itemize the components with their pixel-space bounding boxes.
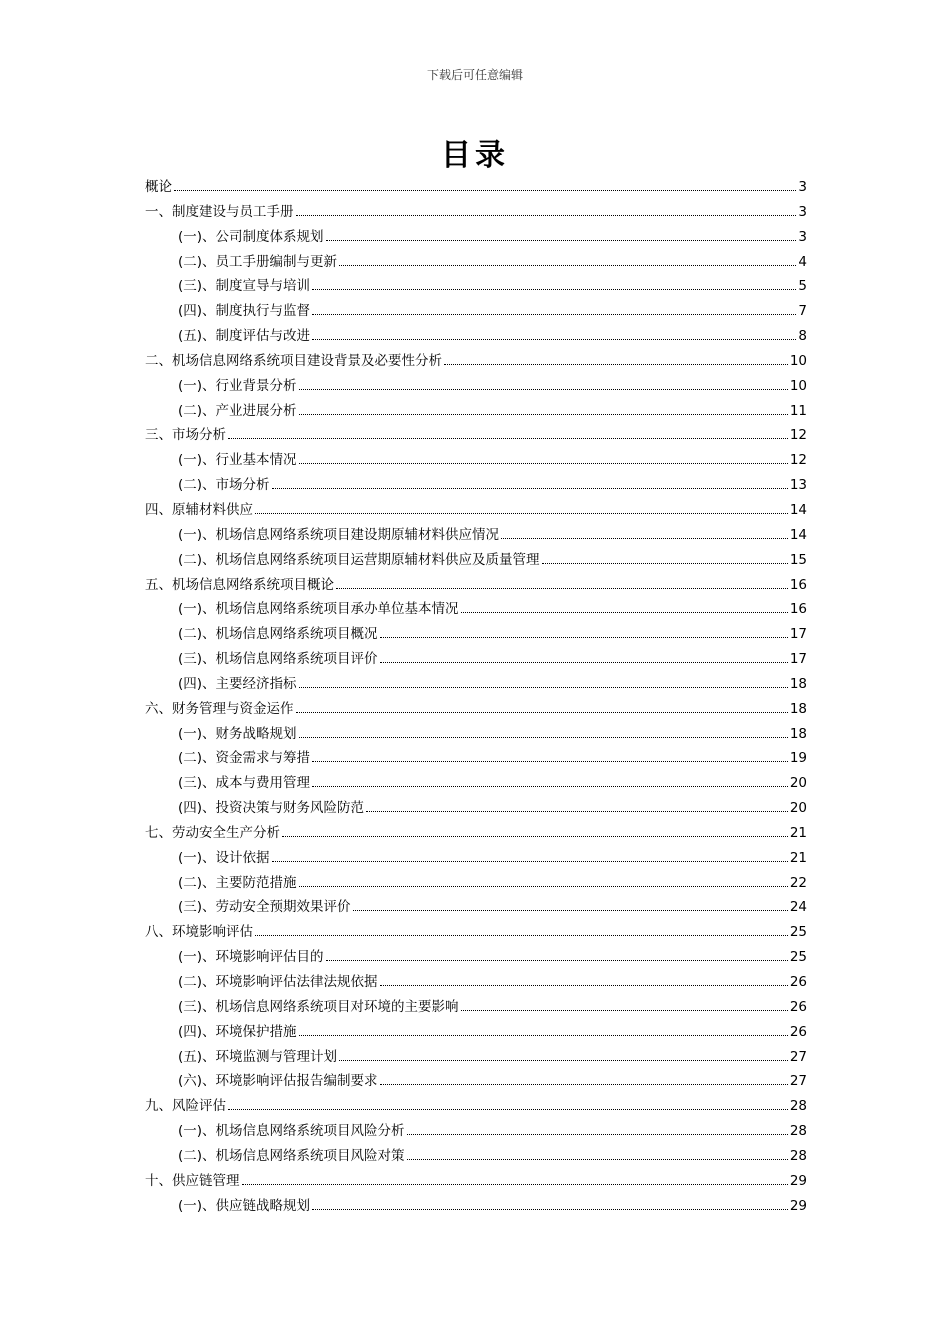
toc-entry-page: 12 (789, 427, 807, 444)
toc-leader-dots (312, 289, 796, 290)
toc-entry-page: 17 (789, 626, 807, 643)
toc-entry-page: 16 (789, 601, 807, 618)
toc-entry-title: (一)、公司制度体系规划 (178, 228, 324, 245)
toc-entry-page: 21 (789, 824, 807, 841)
toc-entry-page: 27 (789, 1073, 807, 1090)
toc-entry-page: 5 (798, 278, 807, 295)
toc-entry[interactable] (145, 250, 807, 275)
toc-leader-dots (326, 240, 797, 241)
toc-entry-title: (四)、制度执行与监督 (178, 303, 311, 320)
toc-entry-title: (二)、机场信息网络系统项目概况 (178, 626, 378, 643)
toc-entry[interactable] (145, 622, 807, 647)
toc-leader-dots (255, 513, 788, 514)
toc-leader-dots (228, 438, 788, 439)
toc-entry-title: (三)、制度宣导与培训 (178, 278, 311, 295)
toc-entry-page: 29 (789, 1197, 807, 1214)
toc-leader-dots (461, 612, 788, 613)
toc-entry-page: 21 (789, 849, 807, 866)
toc-entry-title: (二)、机场信息网络系统项目运营期原辅材料供应及质量管理 (178, 551, 540, 568)
toc-entry-page: 10 (789, 377, 807, 394)
toc-entry[interactable] (145, 1144, 807, 1169)
toc-entry-title: (一)、设计依据 (178, 849, 270, 866)
toc-leader-dots (380, 1084, 788, 1085)
toc-entry[interactable] (145, 597, 807, 622)
toc-entry-title: (三)、成本与费用管理 (178, 775, 311, 792)
toc-entry-title: (二)、产业进展分析 (178, 402, 297, 419)
toc-entry-page: 25 (789, 924, 807, 941)
toc-entry-title: (二)、市场分析 (178, 477, 270, 494)
toc-entry-title: 八、环境影响评估 (145, 924, 253, 941)
toc-entry-title: 概论 (145, 179, 172, 195)
toc-entry-page: 14 (789, 501, 807, 518)
toc-entry[interactable] (145, 672, 807, 697)
toc-entry[interactable] (145, 995, 807, 1020)
toc-leader-dots (299, 463, 788, 464)
toc-leader-dots (407, 1159, 788, 1160)
toc-entry[interactable] (145, 647, 807, 672)
toc-entry[interactable] (145, 920, 807, 945)
toc-entry-title: (一)、机场信息网络系统项目风险分析 (178, 1123, 405, 1140)
toc-entry-page: 3 (798, 179, 807, 195)
toc-entry[interactable] (145, 895, 807, 920)
toc-leader-dots (380, 637, 788, 638)
toc-entry-page: 13 (789, 477, 807, 494)
toc-leader-dots (272, 488, 788, 489)
toc-leader-dots (336, 588, 788, 589)
toc-entry-title: (一)、行业基本情况 (178, 452, 297, 469)
toc-leader-dots (444, 364, 788, 365)
toc-entry-title: 六、财务管理与资金运作 (145, 700, 294, 717)
toc-leader-dots (312, 1209, 788, 1210)
toc-entry-page: 25 (789, 949, 807, 966)
toc-leader-dots (299, 737, 788, 738)
toc-entry-page: 19 (789, 750, 807, 767)
toc-entry[interactable] (145, 722, 807, 747)
toc-leader-dots (542, 563, 788, 564)
toc-entry-title: 九、风险评估 (145, 1098, 226, 1115)
toc-entry[interactable] (145, 225, 807, 250)
toc-entry[interactable] (145, 796, 807, 821)
toc-entry[interactable] (145, 1045, 807, 1070)
toc-entry-title: 五、机场信息网络系统项目概论 (145, 576, 334, 593)
toc-entry[interactable] (145, 846, 807, 871)
toc-entry-title: (一)、供应链战略规划 (178, 1197, 311, 1214)
toc-entry-title: (五)、环境监测与管理计划 (178, 1048, 338, 1065)
toc-entry[interactable] (145, 374, 807, 399)
toc-leader-dots (299, 687, 788, 688)
toc-leader-dots (353, 910, 788, 911)
toc-entry-page: 24 (789, 899, 807, 916)
toc-entry-page: 18 (789, 700, 807, 717)
toc-leader-dots (242, 1184, 788, 1185)
toc-entry[interactable] (145, 448, 807, 473)
toc-entry-page: 15 (789, 551, 807, 568)
toc-entry-title: (二)、环境影响评估法律法规依据 (178, 974, 378, 990)
toc-entry-page: 18 (789, 675, 807, 692)
toc-entry-title: (四)、主要经济指标 (178, 675, 297, 692)
toc-entry-page: 10 (789, 352, 807, 369)
toc-entry-page: 20 (789, 800, 807, 817)
toc-leader-dots (272, 861, 788, 862)
toc-leader-dots (174, 190, 796, 191)
toc-entry-page: 28 (789, 1123, 807, 1140)
toc-entry-title: (一)、机场信息网络系统项目承办单位基本情况 (178, 601, 459, 618)
toc-entry[interactable] (145, 871, 807, 896)
toc-entry-title: (四)、环境保护措施 (178, 1023, 297, 1040)
toc-entry[interactable] (145, 1119, 807, 1144)
toc-entry[interactable] (145, 821, 807, 846)
toc-entry-page: 26 (789, 1023, 807, 1040)
toc-entry[interactable] (145, 498, 807, 523)
toc-leader-dots (339, 1060, 788, 1061)
toc-entry-page: 26 (789, 974, 807, 990)
toc-entry-title: 一、制度建设与员工手册 (145, 203, 294, 220)
toc-leader-dots (299, 886, 788, 887)
page-title: 目录 (441, 138, 509, 173)
toc-entry-title: (二)、主要防范措施 (178, 874, 297, 891)
toc-entry-page: 11 (789, 402, 807, 419)
toc-leader-dots (501, 538, 788, 539)
toc-entry[interactable] (145, 1194, 807, 1219)
toc-entry-page: 27 (789, 1048, 807, 1065)
toc-entry-title: (五)、制度评估与改进 (178, 328, 311, 345)
toc-entry[interactable] (145, 175, 807, 200)
toc-leader-dots (296, 712, 788, 713)
toc-entry[interactable] (145, 349, 807, 374)
toc-leader-dots (299, 1035, 788, 1036)
toc-leader-dots (380, 985, 788, 986)
toc-entry-title: 二、机场信息网络系统项目建设背景及必要性分析 (145, 352, 442, 369)
toc-entry-page: 18 (789, 725, 807, 742)
toc-entry-page: 28 (789, 1098, 807, 1115)
toc-leader-dots (339, 265, 796, 266)
toc-leader-dots (312, 786, 788, 787)
toc-entry-title: (一)、环境影响评估目的 (178, 949, 324, 966)
toc-entry-title: (三)、劳动安全预期效果评价 (178, 899, 351, 916)
toc-entry[interactable] (145, 1094, 807, 1119)
toc-leader-dots (228, 1109, 788, 1110)
toc-leader-dots (296, 215, 797, 216)
toc-leader-dots (366, 811, 788, 812)
toc-entry[interactable] (145, 299, 807, 324)
toc-entry[interactable] (145, 200, 807, 225)
toc-entry-title: 三、市场分析 (145, 427, 226, 444)
toc-leader-dots (255, 935, 788, 936)
toc-entry-title: (一)、机场信息网络系统项目建设期原辅材料供应情况 (178, 526, 500, 543)
toc-entry-title: (二)、机场信息网络系统项目风险对策 (178, 1147, 405, 1164)
toc-leader-dots (407, 1134, 788, 1135)
toc-entry[interactable] (145, 274, 807, 299)
toc-entry[interactable] (145, 945, 807, 970)
toc-entry-page: 12 (789, 452, 807, 469)
toc-entry-title: (一)、行业背景分析 (178, 377, 297, 394)
toc-entry-title: (一)、财务战略规划 (178, 725, 297, 742)
toc-leader-dots (312, 339, 796, 340)
toc-leader-dots (282, 836, 788, 837)
toc-leader-dots (380, 662, 788, 663)
toc-entry-page: 22 (789, 874, 807, 891)
toc-entry[interactable] (145, 1069, 807, 1094)
toc-entry[interactable] (145, 1020, 807, 1045)
toc-entry-page: 3 (798, 228, 807, 245)
page-header: 下载后可任意编辑 (426, 68, 523, 82)
table-of-contents (145, 175, 807, 1218)
toc-entry[interactable] (145, 970, 807, 995)
toc-entry-page: 28 (789, 1147, 807, 1164)
toc-entry[interactable] (145, 1169, 807, 1194)
toc-entry-title: (六)、环境影响评估报告编制要求 (178, 1073, 378, 1090)
toc-leader-dots (461, 1010, 788, 1011)
toc-entry-page: 26 (789, 998, 807, 1015)
toc-entry[interactable] (145, 423, 807, 448)
toc-entry-title: (二)、员工手册编制与更新 (178, 253, 338, 270)
toc-leader-dots (299, 389, 788, 390)
toc-leader-dots (299, 414, 788, 415)
toc-leader-dots (326, 960, 788, 961)
toc-entry-page: 29 (789, 1172, 807, 1189)
toc-entry-page: 17 (789, 651, 807, 668)
toc-entry-page: 14 (789, 526, 807, 543)
toc-entry-title: (二)、资金需求与筹措 (178, 750, 311, 767)
toc-entry[interactable] (145, 473, 807, 498)
toc-entry-page: 20 (789, 775, 807, 792)
toc-entry-page: 8 (798, 328, 807, 345)
toc-entry-page: 4 (798, 253, 807, 270)
toc-entry[interactable] (145, 523, 807, 548)
toc-leader-dots (312, 314, 796, 315)
toc-entry-title: (三)、机场信息网络系统项目对环境的主要影响 (178, 998, 459, 1015)
toc-entry[interactable] (145, 697, 807, 722)
toc-entry-title: 十、供应链管理 (145, 1172, 240, 1189)
toc-entry[interactable] (145, 548, 807, 573)
toc-entry[interactable] (145, 324, 807, 349)
toc-entry-page: 3 (798, 203, 807, 220)
toc-entry-title: (三)、机场信息网络系统项目评价 (178, 651, 378, 668)
toc-entry[interactable] (145, 746, 807, 771)
toc-entry-page: 7 (798, 303, 807, 320)
toc-entry[interactable] (145, 399, 807, 424)
toc-entry[interactable] (145, 573, 807, 598)
toc-leader-dots (312, 761, 788, 762)
toc-entry-page: 16 (789, 576, 807, 593)
toc-entry-title: (四)、投资决策与财务风险防范 (178, 800, 365, 817)
toc-entry-title: 七、劳动安全生产分析 (145, 824, 280, 841)
toc-entry[interactable] (145, 771, 807, 796)
toc-entry-title: 四、原辅材料供应 (145, 501, 253, 518)
